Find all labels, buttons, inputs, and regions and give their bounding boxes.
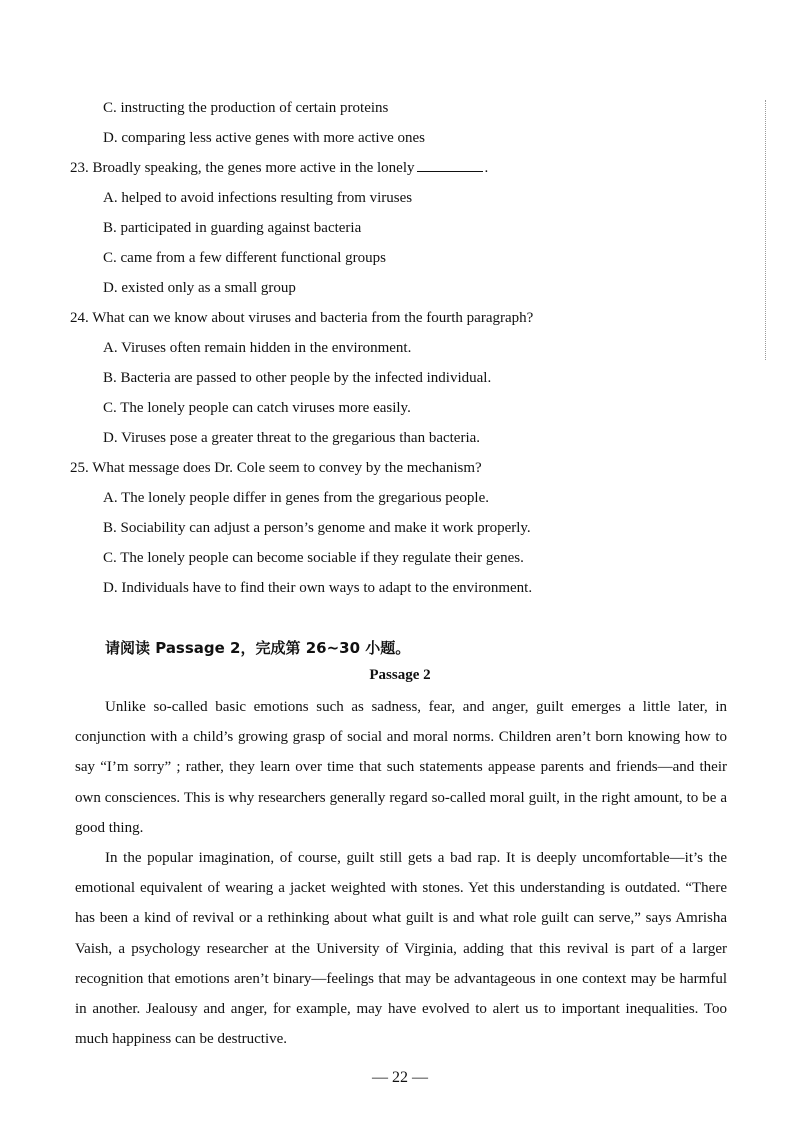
q25-option-d xyxy=(103,579,532,597)
question-text-end: . xyxy=(484,160,489,176)
q23-stem xyxy=(70,159,488,177)
passage-paragraph-2: In the popular imagination, of course, guilt still gets a bad rap. It is deeply uncomfortable—it’s the emotional equivalent of wearing a jacket weighted with stones. Yet this understanding is outdated. “There has been a kind of revival or a rethinking about what guilt is and what role guilt can serve,” says Amrisha Vaish, a psychology researcher at the University of Virginia, adding that this revival is part of a larger recognition that emotions aren’t binary—feelings that may be advantageous in one context may be harmful in another. Jealousy and anger, for example, may have evolved to alert us to important inequalities. Too much happiness can be destructive. xyxy=(75,850,727,1048)
option-text: The lonely people can catch viruses more easily. xyxy=(120,400,411,416)
q25-stem xyxy=(70,459,482,477)
option-letter: D. xyxy=(103,280,118,296)
passage-paragraph-1: Unlike so-called basic emotions such as sadness, fear, and anger, guilt emerges a little later, in conjunction with a child’s growing grasp of social and moral norms. Children aren’t born knowing how to say “I’m sorry” ; rather, they learn over time that such statements appease parents and friends—and their own consciences. This is why researchers generally regard so-called moral guilt, in the right amount, to be a good thing. xyxy=(75,699,727,836)
option-text: The lonely people differ in genes from the gregarious people. xyxy=(121,490,490,506)
q23-option-d xyxy=(103,279,296,297)
question-text: What can we know about viruses and bacteria from the fourth paragraph? xyxy=(92,310,534,326)
option-letter: C. xyxy=(103,550,117,566)
scan-edge-mark xyxy=(765,100,766,360)
option-text: came from a few different functional groups xyxy=(120,250,386,266)
option-letter: D. xyxy=(103,130,118,146)
question-number: 25. xyxy=(70,460,89,476)
q23-option-a xyxy=(103,189,412,207)
question-text: Broadly speaking, the genes more active in the lonely xyxy=(92,160,415,176)
passage-title: Passage 2 xyxy=(369,667,431,683)
option-letter: D. xyxy=(103,430,118,446)
option-letter: C. xyxy=(103,250,117,266)
q22-option-c xyxy=(103,99,388,117)
answer-blank xyxy=(417,159,483,172)
q24-option-b xyxy=(103,369,491,387)
option-text: helped to avoid infections resulting from viruses xyxy=(121,190,413,206)
q24-option-a xyxy=(103,339,411,357)
q22-option-d xyxy=(103,129,425,147)
question-number: 24. xyxy=(70,310,89,326)
option-letter: B. xyxy=(103,220,117,236)
q25-option-b xyxy=(103,519,531,537)
option-text: Viruses pose a greater threat to the gregarious than bacteria. xyxy=(121,430,481,446)
option-text: Sociability can adjust a person’s genome and make it work properly. xyxy=(120,520,531,536)
section-instruction: 请阅读 Passage 2，完成第 26~30 小题。 xyxy=(105,639,411,657)
q25-option-a xyxy=(103,489,489,507)
question-number: 23. xyxy=(70,160,89,176)
option-letter: A. xyxy=(103,190,118,206)
q23-option-b xyxy=(103,219,361,237)
option-letter: D. xyxy=(103,580,118,596)
option-letter: A. xyxy=(103,340,118,356)
option-text: The lonely people can become sociable if they regulate their genes. xyxy=(120,550,524,566)
option-text: comparing less active genes with more active ones xyxy=(121,130,425,146)
page-number: — 22 — xyxy=(372,1069,428,1086)
option-letter: A. xyxy=(103,490,118,506)
question-text: What message does Dr. Cole seem to convey by the mechanism? xyxy=(92,460,482,476)
option-text: existed only as a small group xyxy=(121,280,296,296)
option-text: Bacteria are passed to other people by the infected individual. xyxy=(120,370,492,386)
option-letter: B. xyxy=(103,370,117,386)
q23-option-c xyxy=(103,249,386,267)
option-text: Viruses often remain hidden in the environment. xyxy=(121,340,412,356)
q25-option-c xyxy=(103,549,524,567)
q24-stem xyxy=(70,309,533,327)
option-letter: C. xyxy=(103,100,117,116)
option-letter: C. xyxy=(103,400,117,416)
option-letter: B. xyxy=(103,520,117,536)
option-text: participated in guarding against bacteria xyxy=(120,220,362,236)
q24-option-c xyxy=(103,399,411,417)
option-text: instructing the production of certain proteins xyxy=(120,100,389,116)
option-text: Individuals have to find their own ways to adapt to the environment. xyxy=(121,580,533,596)
q24-option-d xyxy=(103,429,480,447)
